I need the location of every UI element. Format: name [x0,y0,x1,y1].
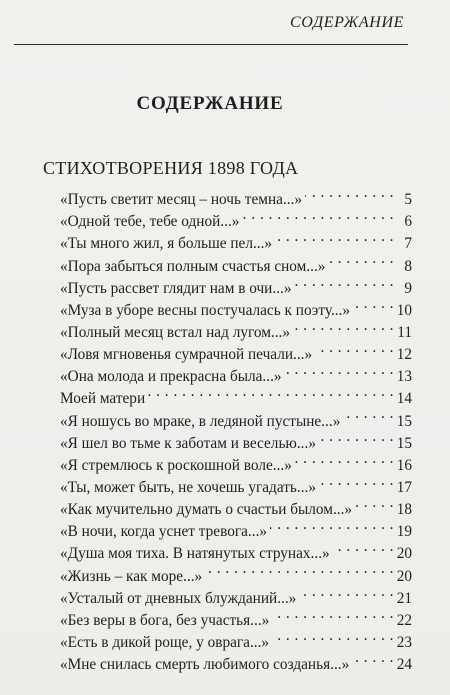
toc-entry-page: 10 [396,301,412,319]
header-rule [14,44,408,45]
toc-entry-title: «Пора забыться полным счастья сном...» [60,257,326,275]
toc-entry-page: 5 [404,191,412,209]
dot-leader [295,448,394,470]
dot-leader [270,514,394,536]
toc-entry-page: 21 [396,589,412,607]
toc-entry-page: 16 [396,456,412,474]
toc-entry-page: 19 [396,523,412,541]
toc-entry-page: 12 [396,346,412,364]
dot-leader [148,381,394,403]
toc-entry-page: 22 [396,611,412,629]
toc-entry-page: 23 [396,633,412,651]
toc-entry-page: 20 [396,545,412,563]
toc-entry-title: «Мне снилась смерть любимого созданья...» [60,656,350,674]
toc-entry-page: 6 [404,213,412,231]
dot-leader [272,625,394,647]
toc-entry-page: 15 [396,434,412,452]
toc-entry-page: 11 [397,323,412,341]
section-title: СТИХОТВОРЕНИЯ 1898 ГОДА [43,158,299,178]
dot-leader [319,426,394,448]
toc-entry-title: «Муза в уборе весны постучалась к поэту...» [60,301,351,319]
toc-entry-title: «Пусть рассвет глядит нам в очи...» [60,279,292,297]
running-header: СОДЕРЖАНИЕ [289,14,404,31]
toc-entry-title: «Без веры в бога, без участья...» [60,611,270,629]
toc-entry-title: «Я ношусь во мраке, в ледяной пустыне...» [60,412,341,430]
dot-leader [305,182,394,204]
dot-leader [315,337,394,359]
toc-entry-page: 9 [404,279,412,297]
toc-entry-title: «Усталый от дневных блужданий...» [60,589,297,607]
dot-leader [275,226,394,248]
dot-leader [272,603,394,625]
toc-entry-title: «Пусть светит месяц – ночь темна...» [60,191,303,209]
toc-entry-page: 13 [396,368,412,386]
toc-entry-page: 18 [396,501,412,519]
toc-entry [60,182,412,209]
toc-entry-title: «Одной тебе, тебе одной...» [60,213,240,231]
table-of-contents [60,182,412,674]
toc-entry-page: 24 [396,656,412,674]
dot-leader [319,470,394,492]
dot-leader [328,248,394,270]
toc-entry-title: «Полный месяц встал над лугом...» [60,323,291,341]
toc-entry-page: 8 [404,257,412,275]
page-title: СОДЕРЖАНИЕ [136,93,284,114]
dot-leader [295,271,395,293]
toc-entry-title: «Я стремлюсь к роскошной воле...» [60,456,292,474]
toc-entry-title: «Жизнь – как море...» [60,567,203,585]
dot-leader [205,558,394,580]
toc-entry-page: 20 [396,567,412,585]
dot-leader [353,293,394,315]
dot-leader [352,647,394,669]
dot-leader [285,359,394,381]
dot-leader [293,315,394,337]
toc-entry-title: «Ты, может быть, не хочешь угадать...» [60,478,316,496]
dot-leader [242,204,394,226]
toc-entry-title: «Есть в дикой роще, у оврага...» [60,633,270,651]
toc-entry-page: 7 [404,235,412,253]
toc-entry-title: Моей матери [60,390,146,408]
dot-leader [343,403,394,425]
toc-entry-title: «Она молода и прекрасна была...» [60,368,282,386]
toc-entry-title: «Ты много жил, я больше пел...» [60,235,273,253]
toc-entry-title: «Душа моя тиха. В натянутых струнах...» [60,545,330,563]
toc-entry-page: 15 [396,412,412,430]
toc-entry-title: «Ловя мгновенья сумрачной печали...» [60,346,313,364]
toc-entry-title: «Как мучительно думать о счастьи былом...» [60,501,353,519]
toc-entry-page: 17 [396,478,412,496]
dot-leader [299,581,394,603]
toc-entry-title: «В ночи, когда уснет тревога...» [60,523,268,541]
toc-entry-page: 14 [396,390,412,408]
toc-entry-title: «Я шел во тьме к заботам и веселью...» [60,434,316,452]
dot-leader [333,536,394,558]
dot-leader [355,492,394,514]
